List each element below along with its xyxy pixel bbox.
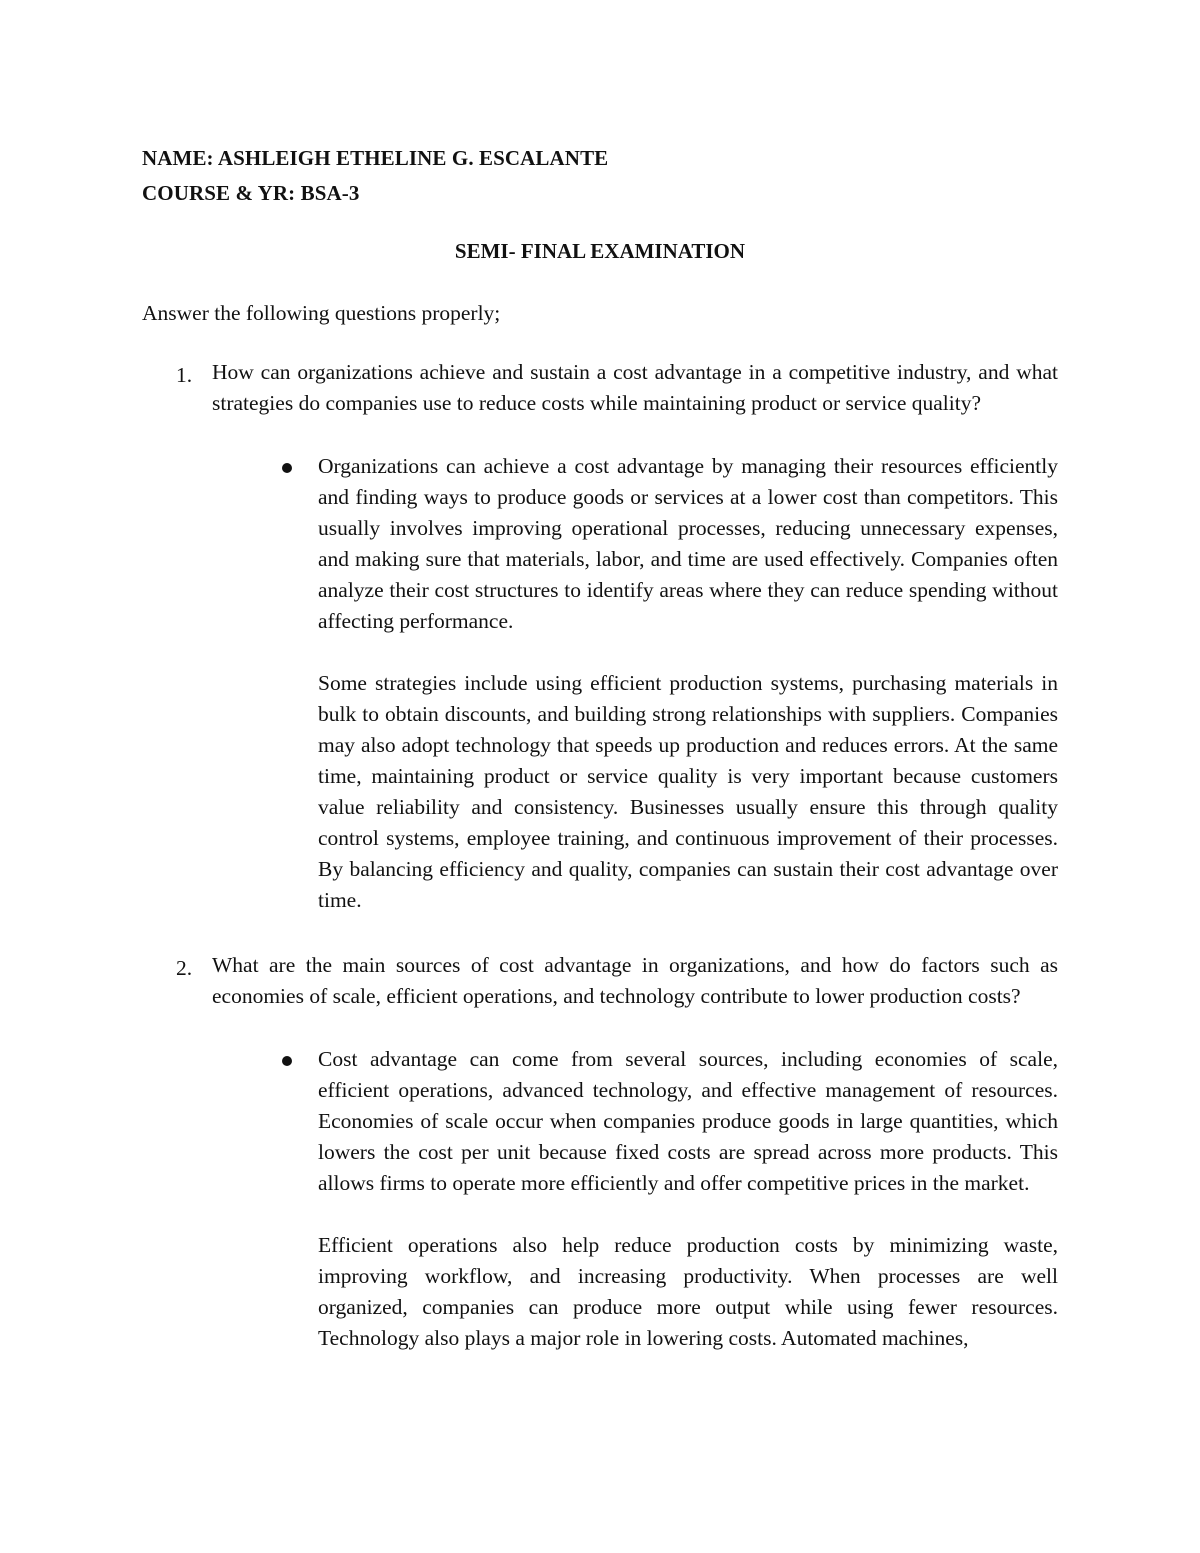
- answer-block: [318, 1044, 1058, 1385]
- question-number: 1.: [176, 363, 193, 387]
- question-text: How can organizations achieve and sustain a cost advantage in a competitive industry, and what strategies do companies use to reduce costs while maintaining product or service quality?: [212, 360, 1058, 415]
- answer-paragraph: Organizations can achieve a cost advantage by managing their resources efficiently and finding ways to produce goods or services at a lower cost than competitors. This usually involves improving operational processes, reducing unnecessary expenses, and making sure that materials, labor, and time are used effectively. Companies often analyze their cost structures to identify areas where they can reduce spending without affecting performance.: [318, 454, 1058, 633]
- instructions: Answer the following questions properly;: [142, 301, 501, 325]
- answer-paragraph: Efficient operations also help reduce production costs by minimizing waste, improving workflow, and increasing productivity. When processes are well organized, companies can produce more output while using fewer resources. Technology also plays a major role in lowering costs. Automated machines,: [318, 1233, 1058, 1350]
- bullet-icon: [282, 1056, 292, 1066]
- answer-block: [318, 451, 1058, 947]
- answer-paragraph: Cost advantage can come from several sources, including economies of scale, efficient operations, advanced technology, and effective management of resources. Economies of scale occur when companies produce goods in large quantities, which lowers the cost per unit because fixed costs are spread across more products. This allows firms to operate more efficiently and offer competitive prices in the market.: [318, 1047, 1058, 1195]
- exam-title: SEMI- FINAL EXAMINATION: [454, 239, 746, 263]
- question-text: What are the main sources of cost advantage in organizations, and how do factors such as economies of scale, efficient operations, and technology contribute to lower production costs?: [212, 953, 1058, 1008]
- student-name: NAME: ASHLEIGH ETHELINE G. ESCALANTE: [142, 146, 609, 170]
- bullet-icon: [282, 463, 292, 473]
- answer-paragraph: Some strategies include using efficient production systems, purchasing materials in bulk to obtain discounts, and building strong relationships with suppliers. Companies may also adopt technology that speeds up production and reduces errors. At the same time, maintaining product or service quality is very important because customers value reliability and consistency. Businesses usually ensure this through quality control systems, employee training, and continuous improvement of their processes. By balancing efficiency and quality, companies can sustain their cost advantage over time.: [318, 671, 1058, 912]
- question-number: 2.: [176, 956, 193, 980]
- course-year: COURSE & YR: BSA-3: [142, 181, 360, 205]
